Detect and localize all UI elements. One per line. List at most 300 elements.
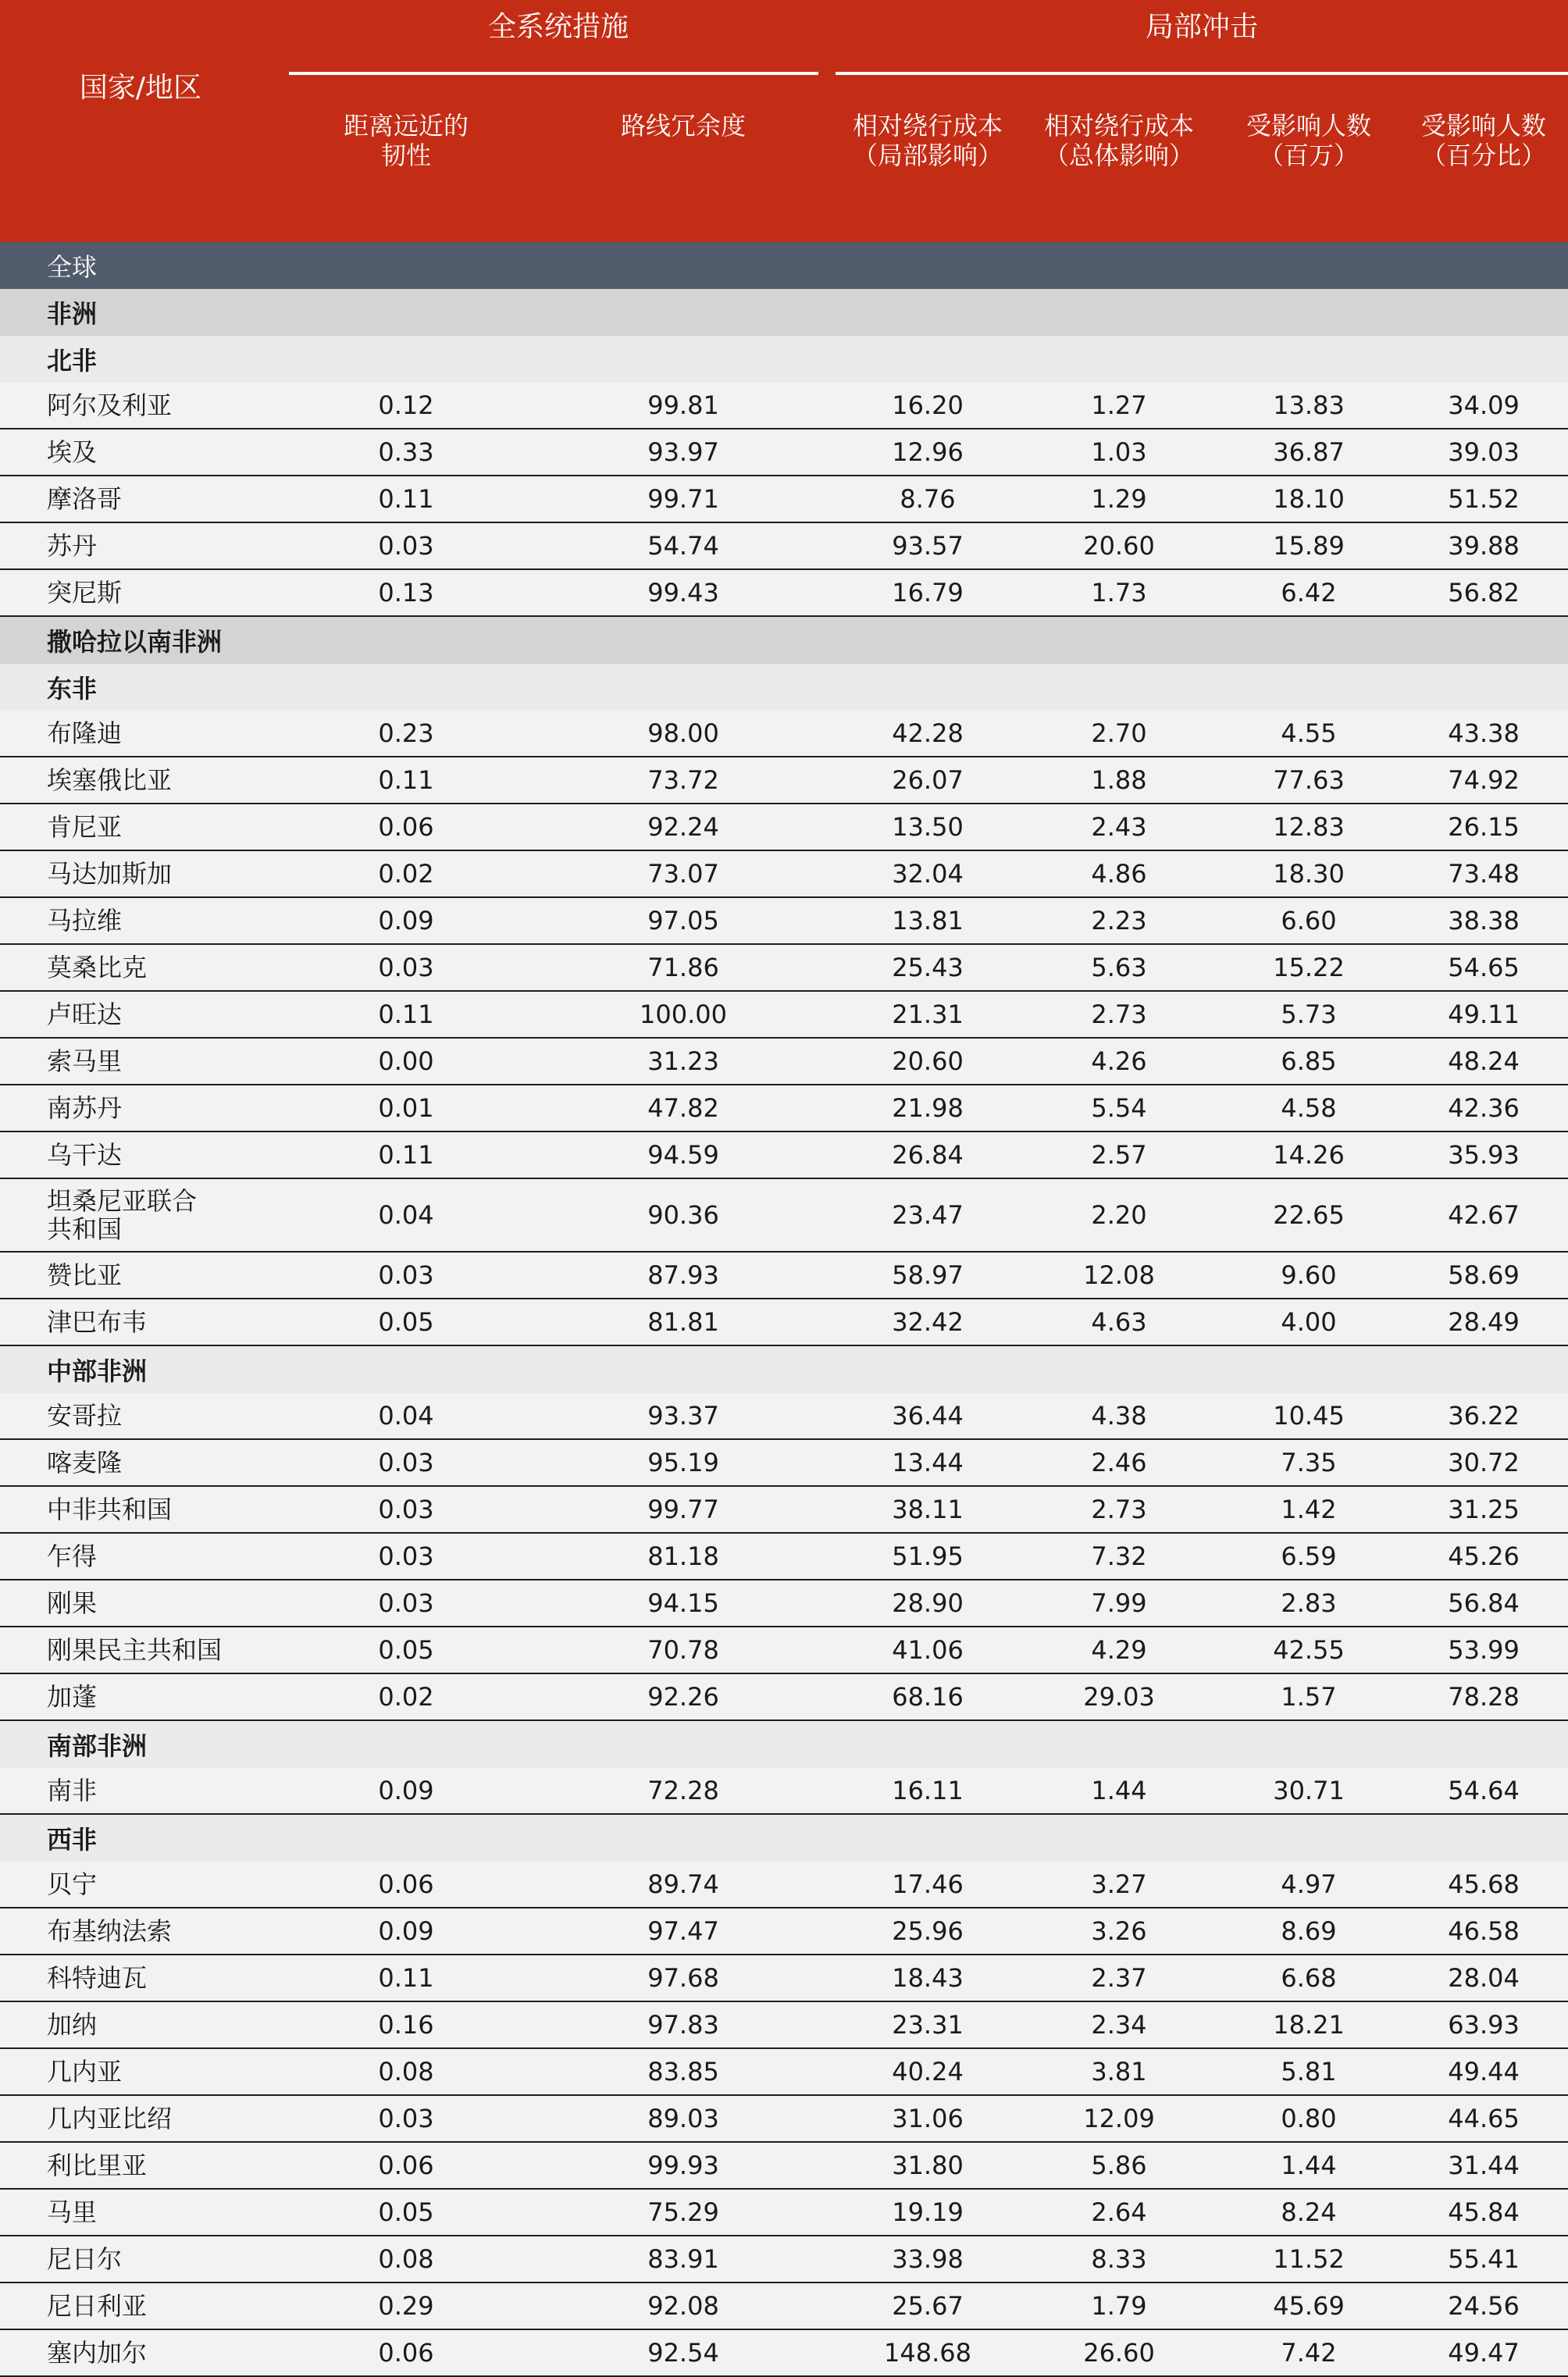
route-redundancy-cell: 73.07 (531, 850, 836, 897)
distance-resilience-cell: 0.11 (281, 1955, 531, 2001)
header-line: （总体影响） (1044, 141, 1195, 170)
distance-resilience-cell: 0.03 (281, 1252, 531, 1299)
table-row (0, 1299, 1568, 1345)
detour-cost-local-cell: 42.28 (836, 711, 1020, 757)
country-name: 南非 (47, 1776, 98, 1805)
table-row (0, 1862, 1568, 1908)
people-affected-millions-cell: 6.59 (1218, 1533, 1399, 1580)
distance-resilience-cell: 0.05 (281, 2189, 531, 2236)
column-header-route-redundancy (531, 75, 836, 242)
table-row (0, 1580, 1568, 1627)
country-name: 南苏丹 (47, 1093, 123, 1123)
country-name: 布隆迪 (47, 718, 123, 748)
detour-cost-overall-cell: 12.08 (1020, 1252, 1218, 1299)
country-name: 马拉维 (47, 906, 123, 935)
route-redundancy-cell: 87.93 (531, 1252, 836, 1299)
people-affected-percent-cell: 39.88 (1399, 522, 1568, 569)
distance-resilience-cell: 0.09 (281, 897, 531, 944)
distance-resilience-cell: 0.06 (281, 1862, 531, 1908)
people-affected-percent-cell: 58.69 (1399, 1252, 1568, 1299)
distance-resilience-cell: 0.12 (281, 383, 531, 429)
table-row (0, 2329, 1568, 2376)
detour-cost-overall-cell: 5.54 (1020, 1085, 1218, 1131)
people-affected-millions-cell: 6.42 (1218, 569, 1399, 616)
detour-cost-local-cell: 13.44 (836, 1439, 1020, 1486)
distance-resilience-cell: 0.02 (281, 1673, 531, 1720)
country-name: 塞内加尔 (47, 2338, 148, 2368)
detour-cost-overall-cell: 26.60 (1020, 2329, 1218, 2376)
detour-cost-overall-cell: 2.73 (1020, 991, 1218, 1038)
country-name-cell (0, 1486, 281, 1533)
distance-resilience-cell: 0.16 (281, 2001, 531, 2048)
people-affected-percent-cell: 24.56 (1399, 2283, 1568, 2329)
people-affected-percent-cell: 45.26 (1399, 1533, 1568, 1580)
detour-cost-local-cell: 21.98 (836, 1085, 1020, 1131)
country-name-cell (0, 2236, 281, 2283)
people-affected-percent-cell: 49.47 (1399, 2329, 1568, 2376)
table-row (0, 2095, 1568, 2142)
detour-cost-overall-cell: 12.09 (1020, 2095, 1218, 2142)
people-affected-millions-cell: 11.52 (1218, 2236, 1399, 2283)
detour-cost-local-cell: 25.67 (836, 2283, 1020, 2329)
table-row (0, 1393, 1568, 1439)
distance-resilience-cell: 0.03 (281, 944, 531, 991)
country-name-cell (0, 711, 281, 757)
table-row (0, 1533, 1568, 1580)
people-affected-percent-cell: 63.93 (1399, 2001, 1568, 2048)
route-redundancy-cell: 94.59 (531, 1131, 836, 1178)
table-row (0, 569, 1568, 616)
people-affected-millions-cell: 13.83 (1218, 383, 1399, 429)
detour-cost-overall-cell: 2.20 (1020, 1178, 1218, 1252)
people-affected-millions-cell: 0.80 (1218, 2095, 1399, 2142)
table-row (0, 2142, 1568, 2189)
table-row (0, 944, 1568, 991)
people-affected-millions-cell: 5.81 (1218, 2048, 1399, 2095)
distance-resilience-cell: 0.29 (281, 2283, 531, 2329)
table-row (0, 1768, 1568, 1814)
detour-cost-local-cell: 18.43 (836, 1955, 1020, 2001)
detour-cost-overall-cell: 2.46 (1020, 1439, 1218, 1486)
people-affected-percent-cell: 34.09 (1399, 383, 1568, 429)
header-line: （局部影响） (853, 141, 1003, 170)
country-name-cell (0, 1299, 281, 1345)
detour-cost-overall-cell: 2.43 (1020, 804, 1218, 850)
distance-resilience-cell: 0.33 (281, 429, 531, 476)
country-name-cell (0, 2283, 281, 2329)
detour-cost-local-cell: 12.96 (836, 429, 1020, 476)
detour-cost-overall-cell: 7.99 (1020, 1580, 1218, 1627)
people-affected-percent-cell: 46.58 (1399, 1908, 1568, 1955)
route-redundancy-cell: 98.00 (531, 711, 836, 757)
country-name-cell (0, 1252, 281, 1299)
detour-cost-local-cell: 25.43 (836, 944, 1020, 991)
column-header-distance-resilience (281, 75, 531, 242)
detour-cost-local-cell: 36.44 (836, 1393, 1020, 1439)
section-label: 中部非洲 (0, 1345, 1568, 1393)
route-redundancy-cell: 92.26 (531, 1673, 836, 1720)
header-line: 相对绕行成本 (853, 111, 1003, 141)
table-row (0, 850, 1568, 897)
system-measures-label: 全系统措施 (488, 11, 629, 43)
detour-cost-local-cell: 33.98 (836, 2236, 1020, 2283)
route-redundancy-cell: 99.81 (531, 383, 836, 429)
header-line: 相对绕行成本 (1044, 111, 1195, 141)
people-affected-millions-cell: 8.69 (1218, 1908, 1399, 1955)
people-affected-millions-cell: 4.00 (1218, 1299, 1399, 1345)
people-affected-millions-cell: 4.55 (1218, 711, 1399, 757)
distance-resilience-cell: 0.04 (281, 1393, 531, 1439)
distance-resilience-cell: 0.03 (281, 522, 531, 569)
section-label: 非洲 (0, 289, 1568, 336)
subregion-section-row (0, 336, 1568, 383)
route-redundancy-cell: 72.28 (531, 1768, 836, 1814)
route-redundancy-cell: 89.74 (531, 1862, 836, 1908)
route-redundancy-cell: 99.71 (531, 476, 836, 522)
section-label: 南部非洲 (0, 1720, 1568, 1768)
distance-resilience-cell: 0.08 (281, 2048, 531, 2095)
region-section-row (0, 616, 1568, 664)
detour-cost-local-cell: 31.06 (836, 2095, 1020, 2142)
route-redundancy-cell: 70.78 (531, 1627, 836, 1673)
header-line: （百分比） (1421, 141, 1547, 170)
country-name-cell (0, 1178, 281, 1252)
detour-cost-local-cell: 41.06 (836, 1627, 1020, 1673)
detour-cost-local-cell: 23.31 (836, 2001, 1020, 2048)
detour-cost-local-cell: 25.96 (836, 1908, 1020, 1955)
route-redundancy-cell: 94.15 (531, 1580, 836, 1627)
people-affected-percent-cell: 48.24 (1399, 1038, 1568, 1085)
country-name: 科特迪瓦 (47, 1963, 148, 1993)
country-name: 马里 (47, 2197, 98, 2227)
table-row (0, 804, 1568, 850)
detour-cost-local-cell: 13.50 (836, 804, 1020, 850)
table-row (0, 1085, 1568, 1131)
country-name-cell (0, 1955, 281, 2001)
table-row (0, 522, 1568, 569)
people-affected-millions-cell: 12.83 (1218, 804, 1399, 850)
people-affected-percent-cell: 49.11 (1399, 991, 1568, 1038)
detour-cost-local-cell: 31.80 (836, 2142, 1020, 2189)
people-affected-percent-cell: 51.52 (1399, 476, 1568, 522)
detour-cost-overall-cell: 1.73 (1020, 569, 1218, 616)
detour-cost-local-cell: 93.57 (836, 522, 1020, 569)
table-row (0, 757, 1568, 804)
country-name: 苏丹 (47, 531, 98, 561)
country-name: 摩洛哥 (47, 484, 123, 514)
route-redundancy-cell: 97.68 (531, 1955, 836, 2001)
detour-cost-overall-cell: 5.86 (1020, 2142, 1218, 2189)
people-affected-percent-cell: 56.84 (1399, 1580, 1568, 1627)
detour-cost-overall-cell: 2.34 (1020, 2001, 1218, 2048)
country-name-line2: 共和国 (47, 1214, 123, 1244)
distance-resilience-cell: 0.05 (281, 1299, 531, 1345)
distance-resilience-cell: 0.23 (281, 711, 531, 757)
country-name-cell (0, 1131, 281, 1178)
table-row (0, 1038, 1568, 1085)
country-name-cell (0, 991, 281, 1038)
country-name: 乌干达 (47, 1140, 123, 1170)
distance-resilience-cell: 0.03 (281, 2095, 531, 2142)
route-redundancy-cell: 99.77 (531, 1486, 836, 1533)
country-name: 阿尔及利亚 (47, 390, 173, 420)
section-label: 全球 (0, 242, 1568, 289)
people-affected-millions-cell: 1.57 (1218, 1673, 1399, 1720)
detour-cost-local-cell: 38.11 (836, 1486, 1020, 1533)
section-label: 西非 (0, 1814, 1568, 1862)
country-name-cell (0, 1038, 281, 1085)
country-name-cell (0, 1768, 281, 1814)
country-name-cell (0, 850, 281, 897)
header-line: （百万） (1259, 141, 1360, 170)
people-affected-millions-cell: 10.45 (1218, 1393, 1399, 1439)
distance-resilience-cell: 0.11 (281, 991, 531, 1038)
distance-resilience-cell: 0.00 (281, 1038, 531, 1085)
country-name: 坦桑尼亚联合 (47, 1186, 198, 1216)
table-row (0, 1439, 1568, 1486)
people-affected-percent-cell: 36.22 (1399, 1393, 1568, 1439)
people-affected-millions-cell: 36.87 (1218, 429, 1399, 476)
country-name: 尼日利亚 (47, 2291, 148, 2321)
route-redundancy-cell: 95.19 (531, 1439, 836, 1486)
country-name: 贝宁 (47, 1869, 98, 1899)
country-name: 乍得 (47, 1541, 98, 1571)
distance-resilience-cell: 0.01 (281, 1085, 531, 1131)
detour-cost-local-cell: 8.76 (836, 476, 1020, 522)
detour-cost-overall-cell: 4.86 (1020, 850, 1218, 897)
header-line: 受影响人数 (1246, 111, 1372, 141)
country-name: 布基纳法索 (47, 1916, 173, 1946)
route-redundancy-cell: 81.81 (531, 1299, 836, 1345)
route-redundancy-cell: 93.97 (531, 429, 836, 476)
table-row (0, 1908, 1568, 1955)
table-row (0, 711, 1568, 757)
detour-cost-overall-cell: 1.27 (1020, 383, 1218, 429)
country-name-cell (0, 757, 281, 804)
people-affected-percent-cell: 45.84 (1399, 2189, 1568, 2236)
people-affected-millions-cell: 7.42 (1218, 2329, 1399, 2376)
country-name: 几内亚 (47, 2057, 123, 2087)
detour-cost-local-cell: 32.04 (836, 850, 1020, 897)
people-affected-millions-cell: 6.85 (1218, 1038, 1399, 1085)
country-name: 索马里 (47, 1046, 123, 1076)
people-affected-percent-cell: 35.93 (1399, 1131, 1568, 1178)
distance-resilience-cell: 0.09 (281, 1768, 531, 1814)
detour-cost-local-cell: 23.47 (836, 1178, 1020, 1252)
country-name-cell (0, 2189, 281, 2236)
country-name-cell (0, 1393, 281, 1439)
people-affected-percent-cell: 45.68 (1399, 1862, 1568, 1908)
people-affected-millions-cell: 7.35 (1218, 1439, 1399, 1486)
section-label: 撒哈拉以南非洲 (0, 616, 1568, 664)
detour-cost-local-cell: 13.81 (836, 897, 1020, 944)
detour-cost-overall-cell: 4.29 (1020, 1627, 1218, 1673)
route-redundancy-cell: 92.24 (531, 804, 836, 850)
people-affected-millions-cell: 4.58 (1218, 1085, 1399, 1131)
subregion-section-row (0, 664, 1568, 711)
detour-cost-overall-cell: 4.63 (1020, 1299, 1218, 1345)
country-name: 马达加斯加 (47, 859, 173, 889)
people-affected-millions-cell: 45.69 (1218, 2283, 1399, 2329)
country-name: 肯尼亚 (47, 812, 123, 842)
people-affected-millions-cell: 15.89 (1218, 522, 1399, 569)
route-redundancy-cell: 92.08 (531, 2283, 836, 2329)
country-name-cell (0, 2329, 281, 2376)
detour-cost-overall-cell: 3.81 (1020, 2048, 1218, 2095)
country-name: 几内亚比绍 (47, 2104, 173, 2133)
detour-cost-local-cell: 16.20 (836, 383, 1020, 429)
subregion-section-row (0, 1345, 1568, 1393)
people-affected-percent-cell: 26.15 (1399, 804, 1568, 850)
detour-cost-local-cell: 20.60 (836, 1038, 1020, 1085)
country-name: 尼日尔 (47, 2244, 123, 2274)
detour-cost-overall-cell: 2.57 (1020, 1131, 1218, 1178)
detour-cost-overall-cell: 3.27 (1020, 1862, 1218, 1908)
detour-cost-local-cell: 19.19 (836, 2189, 1020, 2236)
column-header-people-affected-percent (1399, 75, 1568, 242)
people-affected-millions-cell: 2.83 (1218, 1580, 1399, 1627)
people-affected-millions-cell: 18.21 (1218, 2001, 1399, 2048)
route-redundancy-cell: 54.74 (531, 522, 836, 569)
detour-cost-overall-cell: 8.33 (1020, 2236, 1218, 2283)
table-row (0, 1486, 1568, 1533)
people-affected-millions-cell: 5.73 (1218, 991, 1399, 1038)
country-name: 利比里亚 (47, 2151, 148, 2180)
country-name: 刚果民主共和国 (47, 1635, 223, 1665)
detour-cost-overall-cell: 1.29 (1020, 476, 1218, 522)
distance-resilience-cell: 0.08 (281, 2236, 531, 2283)
route-redundancy-cell: 83.85 (531, 2048, 836, 2095)
distance-resilience-cell: 0.09 (281, 1908, 531, 1955)
table-row (0, 1673, 1568, 1720)
distance-resilience-cell: 0.06 (281, 2142, 531, 2189)
table-row (0, 1131, 1568, 1178)
country-name-cell (0, 944, 281, 991)
detour-cost-overall-cell: 2.64 (1020, 2189, 1218, 2236)
people-affected-millions-cell: 18.10 (1218, 476, 1399, 522)
route-redundancy-cell: 99.93 (531, 2142, 836, 2189)
route-redundancy-cell: 31.23 (531, 1038, 836, 1085)
distance-resilience-cell: 0.06 (281, 804, 531, 850)
table-row (0, 897, 1568, 944)
route-redundancy-cell: 75.29 (531, 2189, 836, 2236)
distance-resilience-cell: 0.04 (281, 1178, 531, 1252)
people-affected-percent-cell: 54.65 (1399, 944, 1568, 991)
table-row (0, 1252, 1568, 1299)
country-name-cell (0, 383, 281, 429)
country-name-cell (0, 1862, 281, 1908)
distance-resilience-cell: 0.03 (281, 1486, 531, 1533)
country-name: 突尼斯 (47, 578, 123, 608)
detour-cost-local-cell: 26.84 (836, 1131, 1020, 1178)
distance-resilience-cell: 0.03 (281, 1533, 531, 1580)
country-name-cell (0, 1627, 281, 1673)
section-label: 北非 (0, 336, 1568, 383)
country-name: 赞比亚 (47, 1260, 123, 1290)
detour-cost-overall-cell: 1.88 (1020, 757, 1218, 804)
distance-resilience-cell: 0.11 (281, 757, 531, 804)
subregion-section-row (0, 1720, 1568, 1768)
detour-cost-local-cell: 58.97 (836, 1252, 1020, 1299)
detour-cost-overall-cell: 2.73 (1020, 1486, 1218, 1533)
table-row (0, 2189, 1568, 2236)
table-row (0, 2236, 1568, 2283)
distance-resilience-cell: 0.06 (281, 2329, 531, 2376)
detour-cost-overall-cell: 4.38 (1020, 1393, 1218, 1439)
route-redundancy-cell: 71.86 (531, 944, 836, 991)
route-redundancy-cell: 90.36 (531, 1178, 836, 1252)
detour-cost-local-cell: 148.68 (836, 2329, 1020, 2376)
detour-cost-local-cell: 51.95 (836, 1533, 1020, 1580)
country-name: 莫桑比克 (47, 953, 148, 982)
distance-resilience-cell: 0.11 (281, 476, 531, 522)
detour-cost-local-cell: 32.42 (836, 1299, 1020, 1345)
people-affected-percent-cell: 31.25 (1399, 1486, 1568, 1533)
table-row (0, 429, 1568, 476)
people-affected-percent-cell: 43.38 (1399, 711, 1568, 757)
detour-cost-overall-cell: 2.70 (1020, 711, 1218, 757)
country-name-cell (0, 1533, 281, 1580)
route-redundancy-cell: 73.72 (531, 757, 836, 804)
people-affected-percent-cell: 74.92 (1399, 757, 1568, 804)
country-name: 埃及 (47, 437, 98, 467)
column-header-people-affected-millions (1218, 75, 1399, 242)
people-affected-percent-cell: 30.72 (1399, 1439, 1568, 1486)
country-name-cell (0, 2095, 281, 2142)
table-row (0, 2001, 1568, 2048)
country-name-cell (0, 476, 281, 522)
people-affected-percent-cell: 39.03 (1399, 429, 1568, 476)
table-row (0, 1955, 1568, 2001)
column-header-detour-cost-overall (1020, 75, 1218, 242)
country-name: 加纳 (47, 2010, 98, 2040)
people-affected-millions-cell: 42.55 (1218, 1627, 1399, 1673)
people-affected-millions-cell: 1.44 (1218, 2142, 1399, 2189)
country-name: 津巴布韦 (47, 1307, 148, 1337)
people-affected-percent-cell: 31.44 (1399, 2142, 1568, 2189)
table-row (0, 383, 1568, 429)
people-affected-millions-cell: 14.26 (1218, 1131, 1399, 1178)
people-affected-percent-cell: 53.99 (1399, 1627, 1568, 1673)
country-name-cell (0, 1673, 281, 1720)
detour-cost-overall-cell: 2.23 (1020, 897, 1218, 944)
local-shock-group-header (836, 0, 1568, 75)
people-affected-percent-cell: 54.64 (1399, 1768, 1568, 1814)
route-redundancy-cell: 97.47 (531, 1908, 836, 1955)
route-redundancy-cell: 81.18 (531, 1533, 836, 1580)
detour-cost-local-cell: 16.11 (836, 1768, 1020, 1814)
route-redundancy-cell: 47.82 (531, 1085, 836, 1131)
people-affected-percent-cell: 28.04 (1399, 1955, 1568, 2001)
system-measures-group-header (281, 0, 836, 75)
distance-resilience-cell: 0.03 (281, 1580, 531, 1627)
detour-cost-overall-cell: 7.32 (1020, 1533, 1218, 1580)
table-row (0, 1627, 1568, 1673)
people-affected-millions-cell: 6.60 (1218, 897, 1399, 944)
column-header-detour-cost-local (836, 75, 1020, 242)
detour-cost-overall-cell: 3.26 (1020, 1908, 1218, 1955)
country-name-cell (0, 1439, 281, 1486)
route-redundancy-cell: 92.54 (531, 2329, 836, 2376)
people-affected-millions-cell: 15.22 (1218, 944, 1399, 991)
detour-cost-local-cell: 68.16 (836, 1673, 1020, 1720)
people-affected-millions-cell: 18.30 (1218, 850, 1399, 897)
distance-resilience-cell: 0.05 (281, 1627, 531, 1673)
detour-cost-overall-cell: 1.03 (1020, 429, 1218, 476)
people-affected-percent-cell: 44.65 (1399, 2095, 1568, 2142)
header-line: 路线冗余度 (621, 111, 747, 141)
country-name: 埃塞俄比亚 (47, 765, 173, 795)
